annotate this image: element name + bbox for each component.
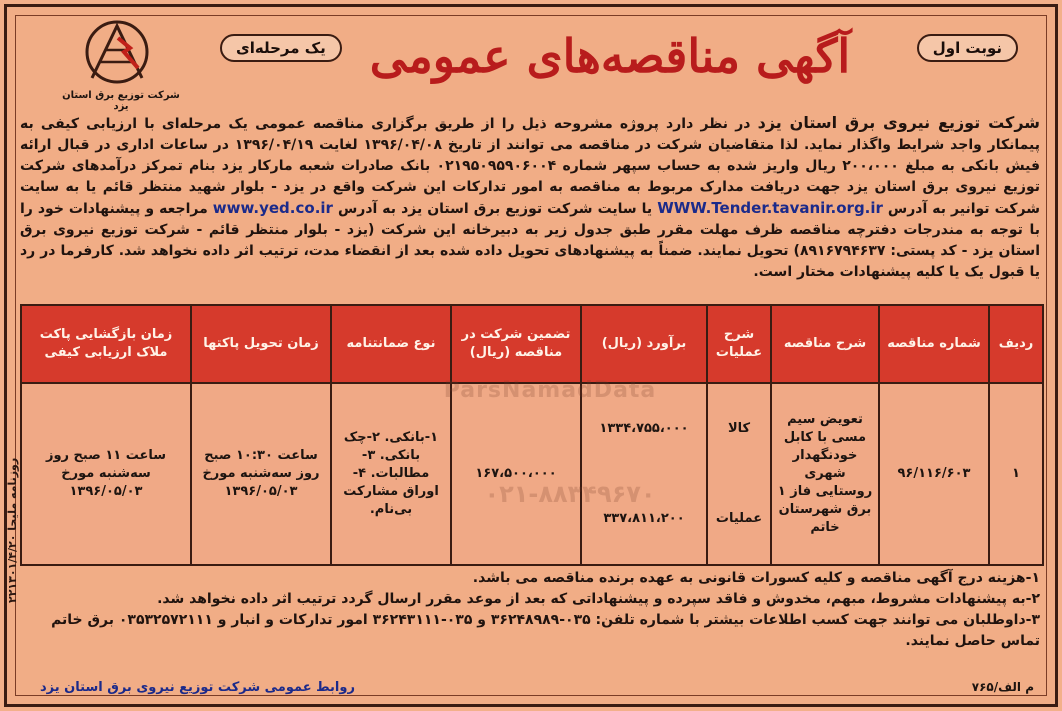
intro-text-3: مراجعه و پیشنهادات خود را با توجه به مندرجات دفترچه مناقصه ظرف مهلت مقرر طبق جدول زیر به دبیرخانه این شرکت (یزد - بلوار منتظر قائم - شرکت توزیع نیروی برق استان یزد - کد پستی: ۸۹۱۶۷۹۴۶۳۷) تحویل نمایند. ضمناً به پیشنهادهای تحویل داده شده بعد از انقضاء مدت، ترتیب اثر داده نخواهد شد. کارفرما در رد یا قبول یک یا کلیه پیشنهادات مختار است. [20, 201, 1040, 280]
table-header-row [21, 305, 1043, 383]
logo-caption: شرکت توزیع برق استان یزد [62, 90, 180, 112]
header-operations: شرح عملیات [707, 305, 771, 383]
header-number: شماره مناقصه [879, 305, 989, 383]
header-guarantee-type: نوع ضمانتنامه [331, 305, 451, 383]
company-name: شرکت توزیع نیروی برق استان یزد [757, 113, 1041, 132]
cell-opening: ساعت ۱۱ صبح روز سه‌شنبه مورخ ۱۳۹۶/۰۵/۰۳ [21, 383, 191, 565]
yed-link[interactable]: www.yed.co.ir [212, 199, 333, 217]
pr-footer: روابط عمومی شرکت توزیع نیروی برق استان یزد [40, 680, 355, 695]
company-logo-icon [72, 18, 162, 86]
cell-index: ۱ [989, 383, 1043, 565]
op-goods: کالا [727, 421, 751, 436]
newspaper-strip: روزنامه ملیحا ۲۲۱۳۰۱/۴/۲۰ [6, 457, 19, 603]
op-works: عملیات [715, 511, 763, 526]
stage-badge: یک مرحله‌ای [220, 34, 342, 62]
note-item: ۳-داوطلبان می توانند جهت کسب اطلاعات بیشتر با شماره تلفن: ۰۳۵-۳۶۲۴۸۹۸۹ و ۰۳۵-۳۶۲۴۳۱۱۱ امور تدارکات و انبار و ۰۳۵۳۲۵۷۲۱۱۱ برق خاتم تماس حاصل نمایند. [51, 612, 1040, 649]
header-opening: زمان بازگشایی پاکت ملاک ارزیابی کیفی [21, 305, 191, 383]
tender-table [20, 304, 1044, 566]
table-row [21, 383, 1043, 565]
header-estimate: برآورد (ریال) [581, 305, 707, 383]
intro-paragraph [20, 112, 1040, 283]
ad-code: م الف/۷۶۵ [971, 680, 1034, 694]
header-index: ردیف [989, 305, 1043, 383]
intro-text-1: در نظر دارد پروژه مشروحه ذیل را از طریق برگزاری مناقصه عمومی یک مرحله‌ای با ارزیابی کیفی به پیمانکار واجد شرایط واگذار نماید. لذا متقاضیان شرکت در مناقصه می توانند از تاریخ ۱۳۹۶/۰۴/۰۸ لغایت ۱۳۹۶/۰۴/۱۹ در ساعات اداری در قبال ارائه فیش بانکی به مبلغ ۲۰۰،۰۰۰ ریال واریز شده به حساب سپهر شماره ۰۲۱۹۵۰۹۵۹۰۶۰۰۴ بانک صادرات شعبه مارکار یزد بنام تمرکز درآمدهای شرکت توزیع نیروی برق استان یزد جهت دریافت مدارک مربوط به مناقصه به امور تدارکات این شرکت واقع در یزد - بلوار شهید منتظر قائم یا به سایت شرکت توانیر به آدرس [20, 116, 1041, 217]
cell-guarantee: ۱۶۷،۵۰۰،۰۰۰ [451, 383, 581, 565]
intro-text-2: یا سایت شرکت توزیع برق استان یزد به آدرس [332, 201, 658, 217]
note-item: ۱-هزینه درج آگهی مناقصه و کلیه کسورات قانونی به عهده برنده مناقصه می باشد. [472, 570, 1040, 586]
header-description: شرح مناقصه [771, 305, 879, 383]
cell-estimate [581, 383, 707, 565]
ad-title: آگهی مناقصه‌های عمومی [369, 29, 851, 83]
cell-delivery: ساعت ۱۰:۳۰ صبح روز سه‌شنبه مورخ ۱۳۹۶/۰۵/۰۳ [191, 383, 331, 565]
tavanir-link[interactable]: WWW.Tender.tavanir.org.ir [657, 199, 883, 217]
watermark: ParsNamadData [443, 378, 657, 403]
estimate-works: ۳۳۷،۸۱۱،۲۰۰ [603, 511, 685, 526]
cell-number: ۹۶/۱۱۶/۶۰۳ [879, 383, 989, 565]
estimate-goods: ۱۳۳۴،۷۵۵،۰۰۰ [599, 421, 689, 436]
notes-list [28, 568, 1040, 652]
cell-description: تعویض سیم مسی با کابل خودنگهدار شهری روستایی فاز ۱ برق شهرستان خاتم [771, 383, 879, 565]
watermark-phone: ۰۲۱-۸۸۳۴۹۶۷۰ [484, 480, 656, 508]
header-delivery: زمان تحویل پاکتها [191, 305, 331, 383]
header-guarantee: تضمین شرکت در مناقصه (ریال) [451, 305, 581, 383]
turn-badge: نوبت اول [917, 34, 1018, 62]
note-item: ۲-به پیشنهادات مشروط، مبهم، مخدوش و فاقد سپرده و پیشنهاداتی که بعد از موعد مقرر ارسال گردد ترتیب اثر داده نخواهد شد. [157, 591, 1040, 607]
cell-guarantee-types: ۱-بانکی. ۲-چک بانکی. ۳-مطالبات. ۴-اوراق مشارکت بی‌نام. [331, 383, 451, 565]
cell-operations [707, 383, 771, 565]
